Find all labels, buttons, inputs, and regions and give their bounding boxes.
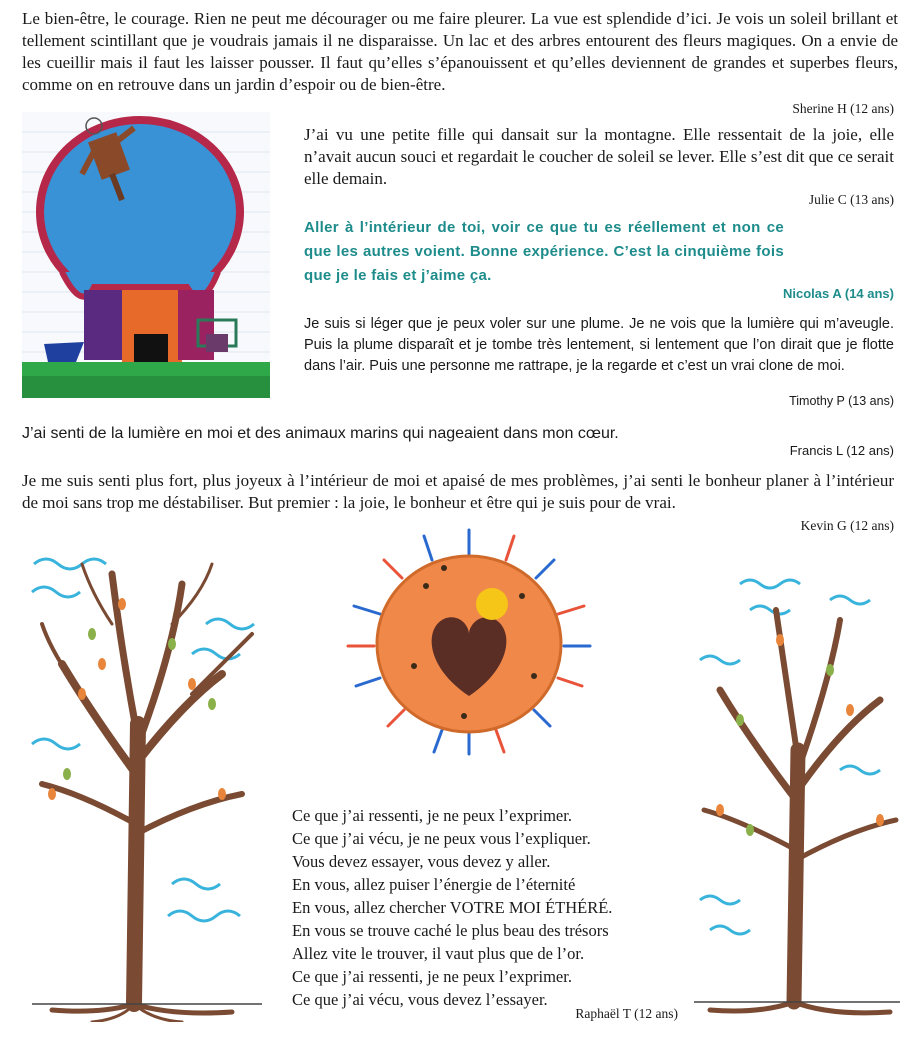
author-timothy: Timothy P (13 ans) bbox=[789, 394, 894, 408]
poem bbox=[292, 804, 692, 1011]
poem-line: En vous, allez chercher VOTRE MOI ÉTHÉRÉ. bbox=[292, 898, 613, 917]
entry-nicolas: Aller à l’intérieur de toi, voir ce que tu es réellement et non ce que les autres voient. Bonne expérience. C’est la cinquième fois que je le fais et j’aime ça. bbox=[304, 219, 784, 284]
author-francis: Francis L (12 ans) bbox=[789, 443, 894, 458]
poem-line: Ce que j’ai ressenti, je ne peux l’exprimer. bbox=[292, 806, 572, 825]
author-julie: Julie C (13 ans) bbox=[808, 192, 894, 207]
entry-francis: J’ai senti de la lumière en moi et des animaux marins qui nageaient dans mon cœur. bbox=[22, 425, 619, 442]
poem-line: Ce que j’ai vécu, vous devez l’essayer. bbox=[292, 990, 548, 1009]
tree-drawing-right bbox=[690, 570, 904, 1022]
sun-drawing bbox=[344, 526, 594, 756]
poem-line: Allez vite le trouver, il vaut plus que de l’or. bbox=[292, 944, 585, 963]
poem-line: En vous se trouve caché le plus beau des trésors bbox=[292, 921, 609, 940]
entry-kevin: Je me suis senti plus fort, plus joyeux à l’intérieur de moi et apaisé de mes problèmes, j’ai senti le bonheur planer à l’intérieur de moi sans trop me déstabiliser. But premier : la joie, le bonheur et être qui je suis pour de vrai. bbox=[22, 471, 894, 512]
entry-julie: J’ai vu une petite fille qui dansait sur la montagne. Elle ressentait de la joie, elle n’avait aucun souci et regardait le coucher de soleil se lever. Elle s’est dit que ce serait elle demain. bbox=[304, 125, 894, 188]
tree-drawing-left bbox=[22, 544, 272, 1022]
poem-line: Ce que j’ai ressenti, je ne peux l’exprimer. bbox=[292, 967, 572, 986]
author-sherine: Sherine H (12 ans) bbox=[792, 101, 894, 116]
author-kevin: Kevin G (12 ans) bbox=[800, 518, 894, 533]
poem-line: Vous devez essayer, vous devez y aller. bbox=[292, 852, 551, 871]
entry-sherine bbox=[22, 8, 898, 96]
entry-text: Le bien-être, le courage. Rien ne peut me décourager ou me faire pleurer. La vue est splendide d’ici. Je vois un soleil brillant et tellement scintillant que je voudrais jamais il ne disparaisse. Un lac et des arbres entourent des fleurs magiques. On a envie de les cueillir mais il faut les laisser pousser. Il faut qu’elles s’épanouissent et qu’elles deviennent de grandes et superbes fleurs, comme on en retrouve dans un jardin d’espoir ou de bien-être. bbox=[22, 9, 898, 94]
entry-timothy: Je suis si léger que je peux voler sur une plume. Je ne vois que la lumière qui m’aveugle. Puis la plume disparaît et je tombe très lentement, si lentement que l’on dirait que je flotte dans l’air. Puis une personne me rattrape, je la regarde et c’est un vrai clone de moi. bbox=[304, 316, 894, 374]
poem-line: Ce que j’ai vécu, je ne peux vous l’expliquer. bbox=[292, 829, 591, 848]
author-raphael: Raphaël T (12 ans) bbox=[575, 1006, 678, 1021]
poem-line: En vous, allez puiser l’énergie de l’éternité bbox=[292, 875, 576, 894]
author-nicolas: Nicolas A (14 ans) bbox=[782, 286, 894, 301]
balloon-drawing bbox=[22, 112, 270, 398]
